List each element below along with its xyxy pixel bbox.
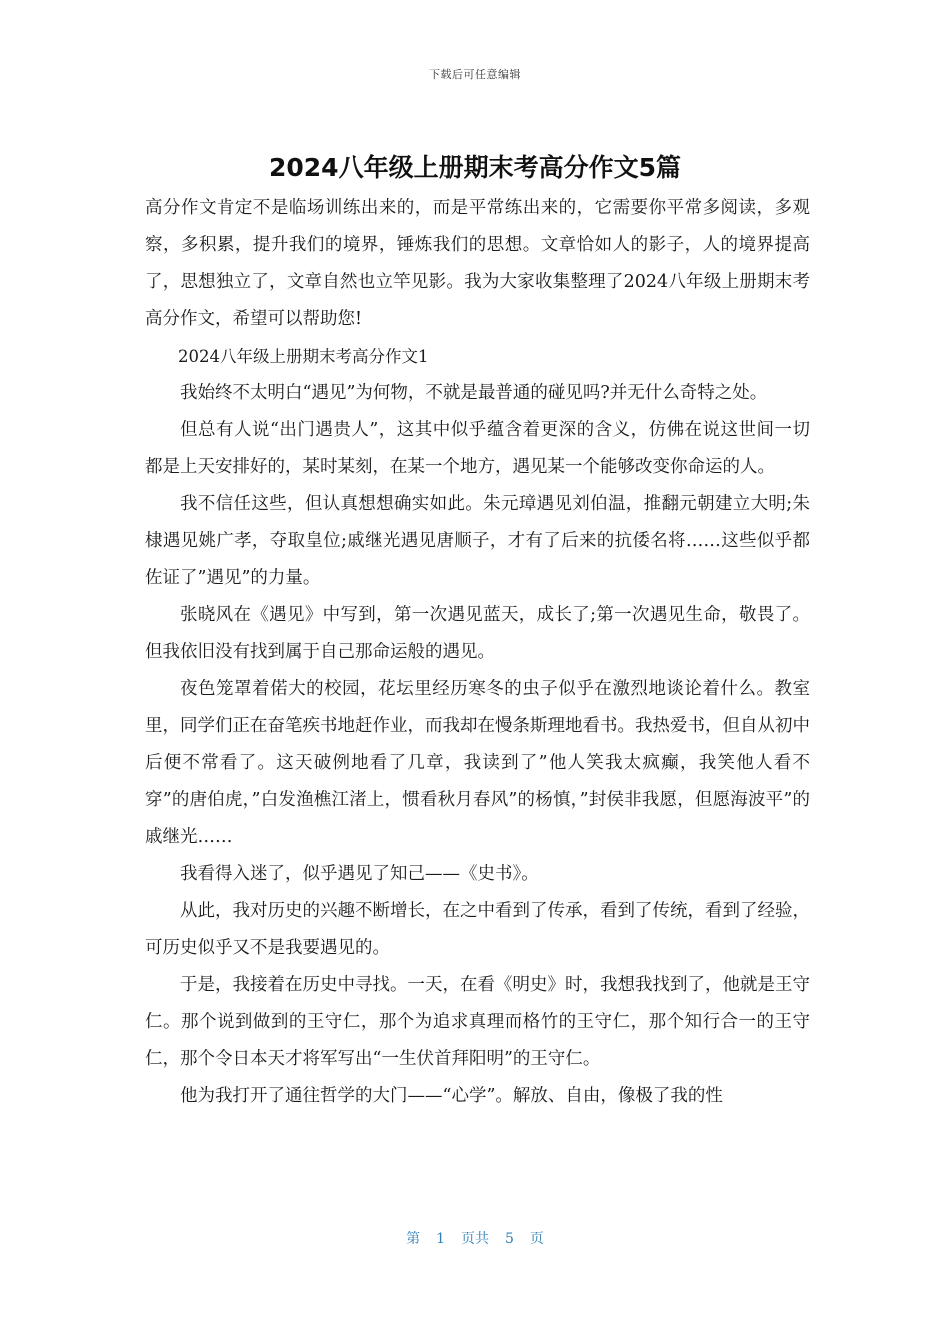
body-paragraph: 他为我打开了通往哲学的大门——“心学”。解放、自由，像极了我的性	[180, 1086, 723, 1106]
body-paragraph: 我始终不太明白“遇见”为何物，不就是最普通的碰见吗?并无什么奇特之处。	[180, 383, 768, 403]
body-paragraph: 我不信任这些，但认真想想确实如此。朱元璋遇见刘伯温，推翻元朝建立大明;朱棣遇见姚广孝，夺取皇位;戚继光遇见唐顺子，才有了后来的抗倭名将……这些似乎都佐证了”遇见”的力量。	[145, 494, 810, 588]
body-paragraph: 我看得入迷了，似乎遇见了知己——《史书》。	[180, 864, 539, 884]
document-body	[145, 190, 810, 1115]
body-paragraph: 从此，我对历史的兴趣不断增长，在之中看到了传承，看到了传统，看到了经验，可历史似乎又不是我要遇见的。	[145, 901, 810, 958]
intro-paragraph: 高分作文肯定不是临场训练出来的，而是平常练出来的，它需要你平常多阅读，多观察，多积累，提升我们的境界，锤炼我们的思想。文章恰如人的影子，人的境界提高了，思想独立了，文章自然也立竿见影。我为大家收集整理了2024八年级上册期末考高分作文，希望可以帮助您!	[145, 198, 810, 329]
body-paragraph: 但总有人说“出门遇贵人”，这其中似乎蕴含着更深的含义，仿佛在说这世间一切都是上天安排好的，某时某刻，在某一个地方，遇见某一个能够改变你命运的人。	[145, 420, 810, 477]
footer-page-number: 1	[436, 1231, 445, 1247]
body-paragraph: 于是，我接着在历史中寻找。一天，在看《明史》时，我想我找到了，他就是王守仁。那个说到做到的王守仁，那个为追求真理而格竹的王守仁，那个知行合一的王守仁，那个令日本天才将军写出“一生伏首拜阳明”的王守仁。	[145, 975, 810, 1069]
footer-label-ye-gong: 页共	[461, 1231, 489, 1247]
footer-total-pages: 5	[505, 1231, 514, 1247]
footer-label-ye: 页	[529, 1231, 544, 1247]
document-title: 2024八年级上册期末考高分作文5篇	[269, 153, 681, 182]
essay-subtitle: 2024八年级上册期末考高分作文1	[178, 347, 429, 366]
header-note: 下载后可任意编辑	[429, 68, 521, 81]
footer-label-di: 第	[406, 1231, 421, 1247]
page-footer	[0, 1228, 950, 1248]
body-paragraph: 张晓风在《遇见》中写到，第一次遇见蓝天，成长了;第一次遇见生命，敬畏了。但我依旧没有找到属于自己那命运般的遇见。	[145, 605, 810, 662]
body-paragraph: 夜色笼罩着偌大的校园，花坛里经历寒冬的虫子似乎在激烈地谈论着什么。教室里，同学们正在奋笔疾书地赶作业，而我却在慢条斯理地看书。我热爱书，但自从初中后便不常看了。这天破例地看了几章，我读到了”他人笑我太疯癫，我笑他人看不穿”的唐伯虎，”白发渔樵江渚上，惯看秋月春风”的杨慎，”封侯非我愿，但愿海波平”的戚继光……	[145, 679, 810, 847]
